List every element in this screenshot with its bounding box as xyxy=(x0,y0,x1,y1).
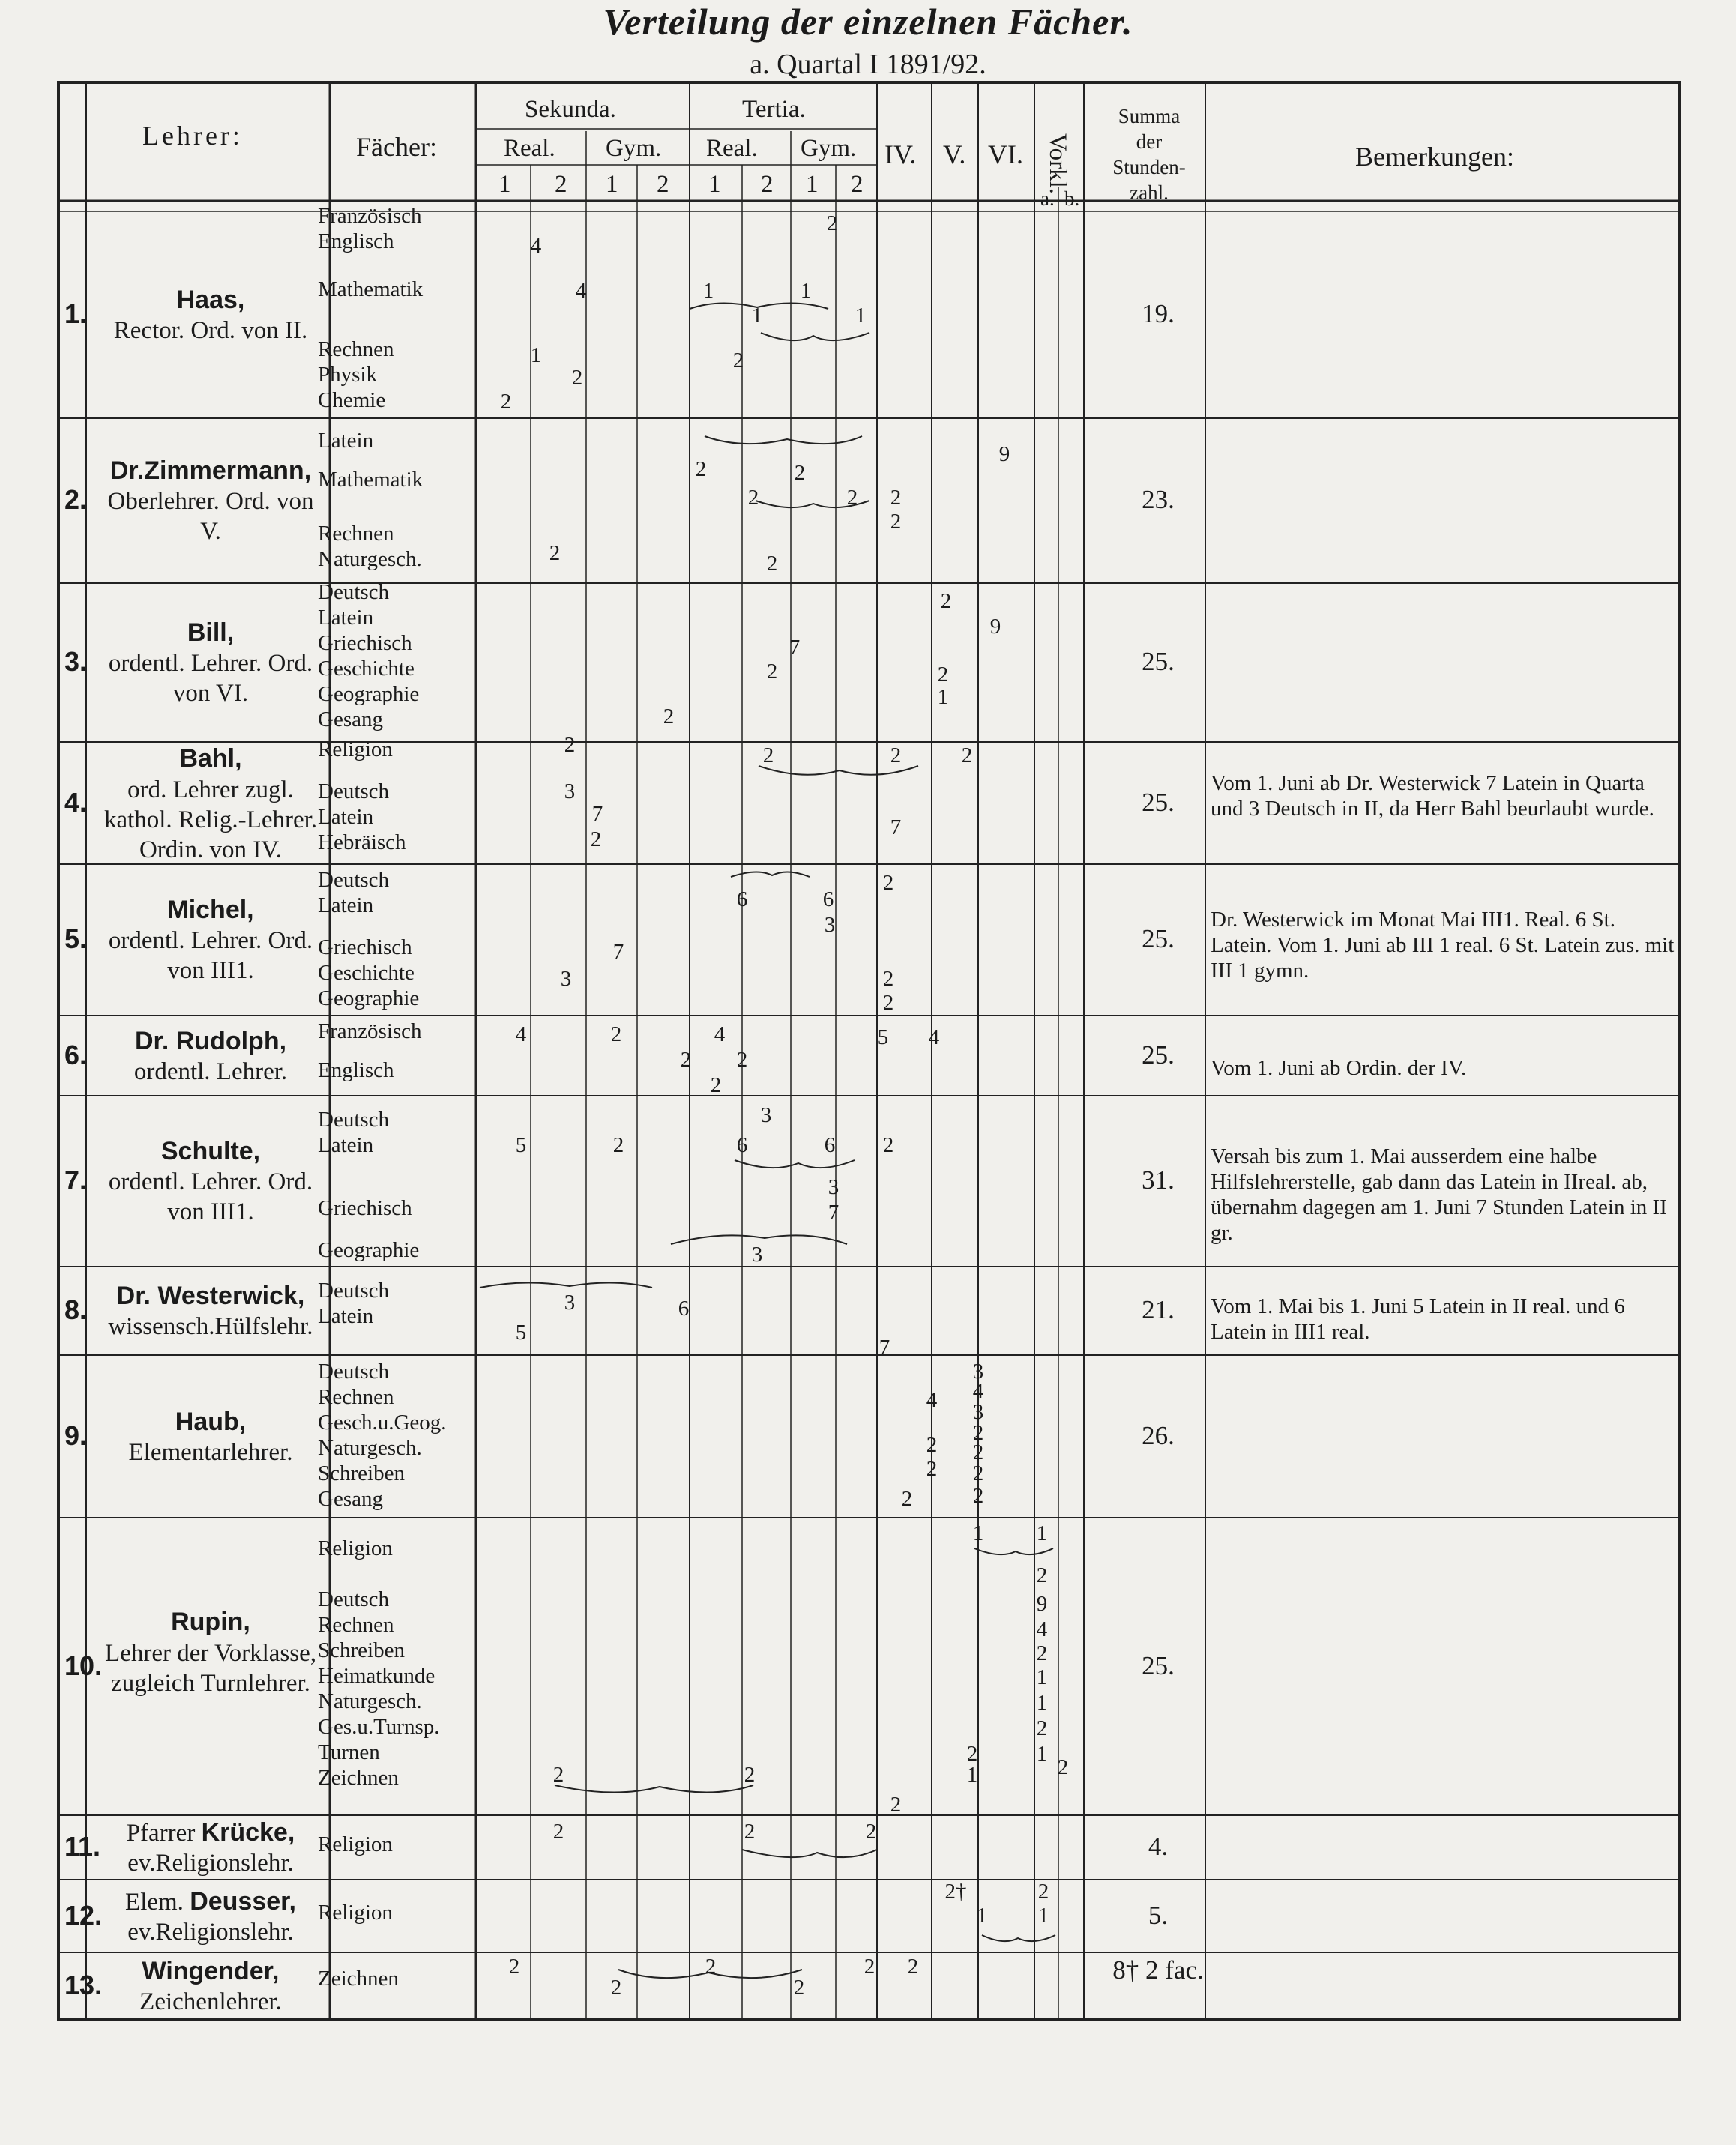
row-number: 13. xyxy=(64,1970,103,2000)
header-tertia: Tertia. xyxy=(742,96,806,123)
hour-count: 3 xyxy=(828,1175,840,1199)
hour-count: 2 xyxy=(890,743,902,767)
hour-count: 3 xyxy=(760,1103,772,1127)
hour-count: 1 xyxy=(855,304,867,328)
hour-count: 2 xyxy=(766,660,778,684)
header-sub-8: 2 xyxy=(851,171,864,198)
hour-count: 3 xyxy=(564,1291,576,1315)
subject-label: Naturgesch. xyxy=(318,1689,422,1713)
subject-label: Latein xyxy=(318,429,374,453)
subject-label: Geschichte xyxy=(318,961,415,985)
row-number: 6. xyxy=(64,1039,88,1070)
teacher-prefix: Pfarrer xyxy=(126,1820,202,1847)
hour-count: 7 xyxy=(612,940,624,964)
teacher-name-text: Dr. Westerwick, xyxy=(116,1282,305,1310)
header-sub-7: 1 xyxy=(806,171,819,198)
teacher-cell xyxy=(96,285,325,346)
teacher-title: ordentl. Lehrer. Ord. von III1. xyxy=(108,1168,313,1225)
hour-count: 2 xyxy=(865,1820,877,1844)
row-number: 5. xyxy=(64,923,88,954)
hour-count: 2 xyxy=(901,1487,913,1511)
teacher-name xyxy=(96,743,325,775)
row-number: 12. xyxy=(64,1899,103,1931)
subject-label: Naturgesch. xyxy=(318,547,422,571)
row-number: 4. xyxy=(64,786,88,818)
hour-count: 4 xyxy=(575,279,587,303)
subject-label: Rechnen xyxy=(318,1385,394,1409)
subject-label: Schreiben xyxy=(318,1461,405,1485)
hour-sum: 25. xyxy=(1142,1040,1175,1070)
subject-label: Rechnen xyxy=(318,1613,394,1637)
teacher-title: Zeichenlehrer. xyxy=(139,1988,282,2015)
header-v: V. xyxy=(943,139,966,169)
teacher-name xyxy=(96,1026,325,1057)
teacher-name xyxy=(96,456,325,486)
hour-count: 7 xyxy=(789,636,801,660)
teacher-title: ev.Religionslehr. xyxy=(127,1918,294,1946)
subject-label: Geschichte xyxy=(318,657,415,681)
teacher-cell xyxy=(96,895,325,986)
subject-label: Griechisch xyxy=(318,935,412,959)
teacher-title: ordentl. Lehrer. Ord. von VI. xyxy=(108,650,313,707)
hour-count: 2† xyxy=(944,1880,967,1904)
header-sek-gym: Gym. xyxy=(606,135,662,162)
subject-label: Rechnen xyxy=(318,522,394,546)
hour-count: 2 xyxy=(793,1976,805,2000)
teacher-title: Lehrer der Vorklasse, zugleich Turnlehrer. xyxy=(105,1639,316,1697)
subject-label: Religion xyxy=(318,1901,393,1925)
teacher-title: wissensch.Hülfslehr. xyxy=(108,1313,313,1340)
hour-count: 4 xyxy=(1036,1617,1048,1641)
hour-count: 1 xyxy=(1036,1521,1048,1545)
row-number: 7. xyxy=(64,1165,88,1195)
hour-count: 1 xyxy=(751,304,763,328)
teacher-name-text: Bill, xyxy=(187,618,235,647)
hour-count: 1 xyxy=(530,343,542,367)
subject-label: Englisch xyxy=(318,1058,394,1082)
teacher-cell xyxy=(96,1886,325,1947)
hour-count: 6 xyxy=(824,1133,836,1157)
subject-label: Physik xyxy=(318,363,377,387)
hour-count: 6 xyxy=(678,1297,690,1321)
subject-label: Gesang xyxy=(318,1487,383,1511)
row-number: 1. xyxy=(64,298,88,329)
subject-label: Religion xyxy=(318,1536,393,1560)
teacher-name xyxy=(96,1281,325,1312)
hour-count: 2 xyxy=(680,1048,692,1072)
header-sub-1: 1 xyxy=(498,171,511,198)
hour-count: 2 xyxy=(907,1955,919,1979)
subject-label: Deutsch xyxy=(318,1108,390,1132)
teacher-cell xyxy=(96,1136,325,1227)
hour-count: 4 xyxy=(714,1022,726,1046)
teacher-title: Elementarlehrer. xyxy=(128,1438,293,1466)
hour-count: 2 xyxy=(612,1133,624,1157)
hour-count: 2 xyxy=(882,991,894,1015)
teacher-name-text: Bahl, xyxy=(179,743,242,773)
hour-count: 9 xyxy=(998,442,1010,466)
hour-sum: 5. xyxy=(1148,1900,1169,1930)
teacher-name xyxy=(96,1886,325,1917)
hour-sum: 21. xyxy=(1142,1295,1175,1324)
hour-count: 2 xyxy=(500,390,512,414)
teacher-name-text: Haas, xyxy=(176,286,245,314)
subject-label: Religion xyxy=(318,1832,393,1856)
teacher-name-text: Deusser, xyxy=(190,1886,296,1916)
hour-count: 2 xyxy=(590,827,602,851)
hour-count: 1 xyxy=(800,279,812,303)
hour-count: 2 xyxy=(966,1742,978,1766)
hour-count: 1 xyxy=(1037,1904,1049,1928)
hour-sum: 23. xyxy=(1142,485,1175,514)
hour-count: 1 xyxy=(966,1763,978,1787)
remark-text: Versah bis zum 1. Mai ausserdem eine halbe Hilfslehrerstelle, gab dann das Latein in IIreal. ab, übernahm dagegen am 1. Juni 7 Stunden Latein in II gr. xyxy=(1211,1144,1667,1245)
subject-label: Englisch xyxy=(318,229,394,253)
row-number: 11. xyxy=(64,1831,101,1862)
teacher-name-text: Wingender, xyxy=(142,1957,280,1985)
hour-count: 1 xyxy=(937,685,949,709)
teacher-cell xyxy=(96,1407,325,1467)
hour-sum: 8† 2 fac. xyxy=(1112,1955,1204,1985)
hour-count: 5 xyxy=(515,1133,527,1157)
hour-sum: 25. xyxy=(1142,647,1175,676)
header-vorkl-a: a. xyxy=(1040,187,1055,210)
subject-label: Chemie xyxy=(318,388,386,412)
subject-label: Deutsch xyxy=(318,1360,390,1384)
subject-label: Griechisch xyxy=(318,1196,412,1220)
hour-count: 2 xyxy=(972,1421,984,1445)
header-iv: IV. xyxy=(884,139,917,169)
subject-label: Latein xyxy=(318,1133,374,1157)
subject-label: Latein xyxy=(318,805,374,829)
subject-label: Geographie xyxy=(318,682,420,706)
teacher-title: ordentl. Lehrer. Ord. von III1. xyxy=(108,927,313,984)
teacher-cell xyxy=(96,1281,325,1342)
header-vi: VI. xyxy=(988,139,1023,169)
hour-sum: 4. xyxy=(1148,1832,1169,1861)
remark-text: Vom 1. Juni ab Ordin. der IV. xyxy=(1211,1056,1467,1080)
hour-count: 3 xyxy=(972,1400,984,1424)
hour-count: 2 xyxy=(610,1976,622,2000)
hour-sum: 25. xyxy=(1142,787,1175,817)
hour-count: 2 xyxy=(1057,1755,1069,1779)
hour-count: 2 xyxy=(508,1955,520,1979)
hour-count: 1 xyxy=(702,279,714,303)
hour-count: 2 xyxy=(766,552,778,576)
hour-sum: 31. xyxy=(1142,1165,1175,1195)
page-subtitle: a. Quartal I 1891/92. xyxy=(750,49,986,80)
hour-count: 9 xyxy=(1036,1592,1048,1616)
teacher-name xyxy=(96,1607,325,1638)
hour-count: 1 xyxy=(1036,1691,1048,1715)
subject-label: Griechisch xyxy=(318,631,412,655)
hour-count: 2 xyxy=(826,211,838,235)
teacher-prefix: Elem. xyxy=(125,1888,190,1916)
teacher-cell xyxy=(96,456,325,546)
subject-label: Latein xyxy=(318,893,374,917)
hour-count: 1 xyxy=(1036,1665,1048,1689)
hour-count: 5 xyxy=(515,1321,527,1345)
hour-count: 2 xyxy=(736,1048,748,1072)
hour-count: 2 xyxy=(890,486,902,510)
subject-label: Hebräisch xyxy=(318,830,406,854)
hour-count: 2 xyxy=(705,1955,717,1979)
hour-count: 1 xyxy=(976,1904,988,1928)
header-sub-6: 2 xyxy=(761,171,774,198)
remark-text: Vom 1. Mai bis 1. Juni 5 Latein in II real. und 6 Latein in III1 real. xyxy=(1211,1294,1625,1344)
hour-count: 4 xyxy=(530,234,542,258)
teacher-name xyxy=(96,618,325,648)
hour-count: 2 xyxy=(762,743,774,767)
page-title: Verteilung der einzelnen Fächer. xyxy=(603,1,1133,43)
hour-count: 2 xyxy=(937,663,949,687)
hour-count: 3 xyxy=(751,1243,763,1267)
hour-count: 2 xyxy=(695,457,707,481)
hour-count: 2 xyxy=(882,967,894,991)
row-number: 3. xyxy=(64,646,88,677)
hour-count: 2 xyxy=(747,486,759,510)
hour-count: 7 xyxy=(591,802,603,826)
header-ter-gym: Gym. xyxy=(801,135,857,162)
subject-label: Geographie xyxy=(318,986,420,1010)
hour-count: 2 xyxy=(972,1440,984,1464)
teacher-name-text: Rupin, xyxy=(171,1607,250,1636)
hour-count: 2 xyxy=(940,589,952,613)
header-vorkl-b: b. xyxy=(1064,187,1080,210)
hour-sum: 25. xyxy=(1142,1650,1175,1680)
subject-label: Rechnen xyxy=(318,337,394,361)
teacher-name-text: Schulte, xyxy=(160,1137,261,1165)
hour-count: 2 xyxy=(663,705,675,728)
teacher-name xyxy=(96,1407,325,1437)
subject-label: Französisch xyxy=(318,1019,422,1043)
hour-count: 2 xyxy=(926,1457,938,1481)
header-sek-real: Real. xyxy=(504,135,555,162)
subject-label: Naturgesch. xyxy=(318,1436,422,1460)
teacher-cell xyxy=(96,1956,325,2017)
hour-count: 4 xyxy=(928,1025,940,1049)
header-lehrer: Lehrer: xyxy=(142,121,243,151)
hour-count: 3 xyxy=(824,913,836,937)
teacher-title: Rector. Ord. von II. xyxy=(113,317,308,344)
teacher-name-text: Krücke, xyxy=(201,1818,295,1847)
hour-sum: 26. xyxy=(1142,1420,1175,1450)
subject-label: Religion xyxy=(318,737,393,761)
subject-label: Französisch xyxy=(318,204,422,228)
header-bemerkungen: Bemerkungen: xyxy=(1355,142,1514,172)
hour-count: 4 xyxy=(972,1379,984,1403)
remark-text: Vom 1. Juni ab Dr. Westerwick 7 Latein in Quarta und 3 Deutsch in II, da Herr Bahl beurlaubt wurde. xyxy=(1211,771,1654,821)
hour-count: 6 xyxy=(822,887,834,911)
subject-label: Mathematik xyxy=(318,277,424,301)
hour-count: 1 xyxy=(972,1521,984,1545)
header-faecher: Fächer: xyxy=(356,132,437,162)
hour-count: 3 xyxy=(560,967,572,991)
hour-count: 4 xyxy=(515,1022,527,1046)
hour-count: 7 xyxy=(878,1336,890,1360)
hour-count: 2 xyxy=(1036,1716,1048,1740)
subject-label: Ges.u.Turnsp. xyxy=(318,1715,440,1739)
hour-count: 2 xyxy=(549,541,561,565)
header-sub-3: 1 xyxy=(606,171,618,198)
hour-count: 2 xyxy=(552,1820,564,1844)
hour-count: 2 xyxy=(846,486,858,510)
hour-count: 2 xyxy=(882,871,894,895)
teacher-title: ordentl. Lehrer. xyxy=(133,1058,288,1085)
teacher-cell xyxy=(96,743,325,865)
hour-count: 2 xyxy=(961,743,973,767)
hour-count: 2 xyxy=(890,1793,902,1817)
subject-label: Deutsch xyxy=(318,1587,390,1611)
header-sub-2: 2 xyxy=(555,171,567,198)
row-number: 10. xyxy=(64,1650,103,1681)
subject-label: Heimatkunde xyxy=(318,1664,435,1688)
subject-label: Deutsch xyxy=(318,779,390,803)
header-vorkl: Vorkl. xyxy=(1044,133,1071,194)
hour-count: 2 xyxy=(882,1133,894,1157)
subject-label: Turnen xyxy=(318,1740,380,1764)
subject-label: Mathematik xyxy=(318,468,424,492)
teacher-cell xyxy=(96,1817,325,1878)
subject-label: Gesch.u.Geog. xyxy=(318,1411,447,1434)
hour-count: 1 xyxy=(1036,1742,1048,1766)
teacher-name-text: Dr. Rudolph, xyxy=(134,1026,287,1055)
teacher-name xyxy=(96,1956,325,1987)
subject-label: Geographie xyxy=(318,1238,420,1262)
hour-count: 6 xyxy=(736,887,748,911)
hour-count: 2 xyxy=(552,1763,564,1787)
header-summa: Summa der Stunden-zahl. xyxy=(1112,105,1186,204)
header-sub-5: 1 xyxy=(708,171,721,198)
hour-count: 7 xyxy=(890,815,902,839)
hour-sum: 19. xyxy=(1142,299,1175,328)
teacher-cell xyxy=(96,1607,325,1698)
hour-count: 7 xyxy=(828,1201,840,1225)
hour-count: 3 xyxy=(972,1360,984,1384)
hour-count: 2 xyxy=(926,1433,938,1457)
hour-count: 2 xyxy=(710,1073,722,1097)
hour-count: 2 xyxy=(1036,1563,1048,1587)
hour-count: 2 xyxy=(972,1484,984,1508)
hour-count: 5 xyxy=(877,1025,889,1049)
hour-count: 3 xyxy=(564,779,576,803)
subject-label: Deutsch xyxy=(318,1279,390,1303)
hour-count: 2 xyxy=(890,510,902,534)
hour-count: 2 xyxy=(864,1955,875,1979)
remark-text: Dr. Westerwick im Monat Mai III1. Real. 6 St. Latein. Vom 1. Juni ab III 1 real. 6 St. Latein zus. mit III 1 gymn. xyxy=(1211,908,1675,983)
teacher-cell xyxy=(96,1026,325,1087)
hour-count: 2 xyxy=(1036,1641,1048,1665)
teacher-name-text: Haub, xyxy=(175,1407,247,1436)
subject-label: Zeichnen xyxy=(318,1766,399,1790)
subject-label: Deutsch xyxy=(318,580,390,604)
hour-count: 2 xyxy=(794,461,806,485)
teacher-title: ord. Lehrer zugl. kathol. Relig.-Lehrer. Ordin. von IV. xyxy=(103,776,318,863)
header-sub-4: 2 xyxy=(657,171,669,198)
subject-label: Gesang xyxy=(318,708,383,731)
teacher-name xyxy=(96,285,325,316)
subject-label: Schreiben xyxy=(318,1638,405,1662)
teacher-name-text: Dr.Zimmermann, xyxy=(109,456,312,485)
hour-count: 2 xyxy=(610,1022,622,1046)
teacher-title: Oberlehrer. Ord. von V. xyxy=(107,488,314,545)
subject-label: Latein xyxy=(318,1304,374,1328)
hour-count: 2 xyxy=(972,1461,984,1485)
hour-count: 6 xyxy=(736,1133,748,1157)
row-number: 9. xyxy=(64,1420,88,1451)
row-number: 2. xyxy=(64,484,88,515)
teacher-name xyxy=(96,1136,325,1167)
teacher-name-text: Michel, xyxy=(167,896,254,924)
hour-count: 2 xyxy=(571,366,583,390)
hour-count: 2 xyxy=(1037,1880,1049,1904)
subject-label: Latein xyxy=(318,606,374,630)
header-ter-real: Real. xyxy=(706,135,758,162)
subject-label: Deutsch xyxy=(318,868,390,892)
hour-count: 2 xyxy=(564,733,576,757)
hour-count: 2 xyxy=(744,1820,756,1844)
hour-count: 2 xyxy=(744,1763,756,1787)
teacher-name xyxy=(96,895,325,926)
hour-count: 2 xyxy=(732,349,744,372)
teacher-cell xyxy=(96,618,325,708)
hour-count: 9 xyxy=(989,615,1001,639)
teacher-title: ev.Religionslehr. xyxy=(127,1850,294,1877)
hour-sum: 25. xyxy=(1142,924,1175,953)
subject-label: Zeichnen xyxy=(318,1967,399,1991)
teacher-name xyxy=(96,1817,325,1848)
row-number: 8. xyxy=(64,1294,88,1325)
header-sekunda: Sekunda. xyxy=(525,96,616,123)
hour-count: 4 xyxy=(926,1388,938,1412)
